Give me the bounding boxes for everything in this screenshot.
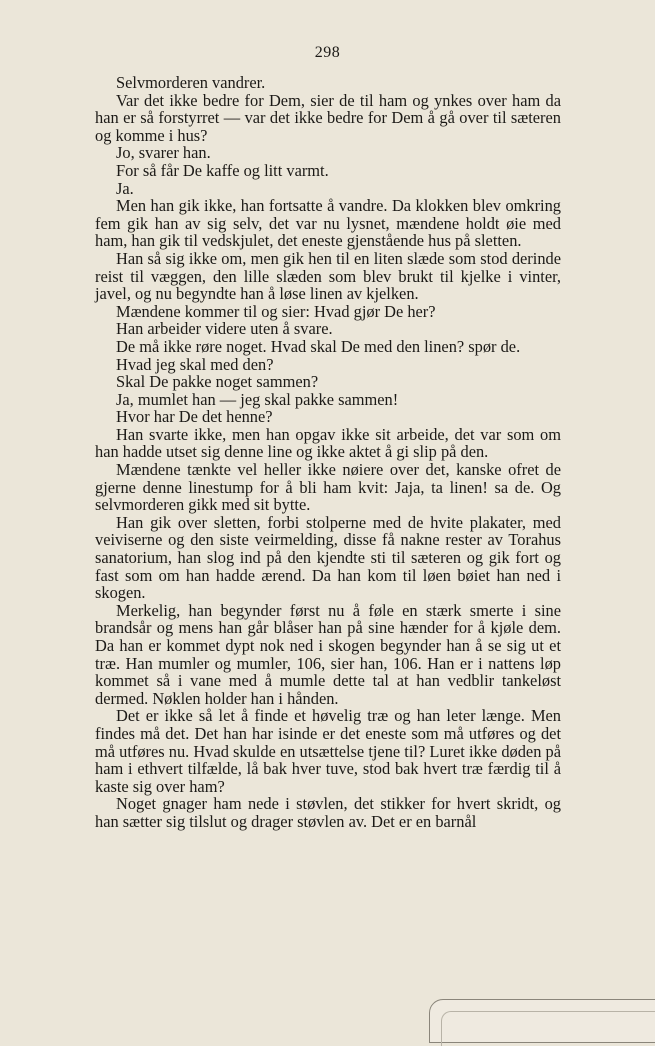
paragraph: Mændene tænkte vel heller ikke nøiere over det, kanske ofret de gjerne denne linestump for å bli ham kvit: Jaja, ta linen! sa de. Og selvmorderen gikk med sit bytte. (95, 460, 561, 515)
paragraph: Jo, svarer han. (116, 143, 211, 163)
paragraph: Han svarte ikke, men han opgav ikke sit arbeide, det var som om han hadde utset sig denne line og ikke aktet å gi slip på den. (95, 424, 561, 462)
paragraph: Ja, mumlet han — jeg skal pakke sammen! (116, 389, 399, 409)
paragraph: Merkelig, han begynder først nu å føle en stærk smerte i sine brandsår og mens han går blåser han på sine hænder for å kjøle dem. Da han er kommet dypt nok ned i skogen begynder han å se sig ut et træ. Han mumler og mumler, 106, sier han, 106. Han er i nattens løp kommet så i vane med å mumle dette tal at han vedblir tankeløst dermed. Nøklen holder han i hånden. (95, 600, 561, 708)
page-corner-tab (429, 999, 655, 1043)
paragraph: Han arbeider videre uten å svare. (116, 319, 333, 339)
paragraph: Men han gik ikke, han fortsatte å vandre. Da klokken blev omkring fem gik han av sig selv, det var nu lysnet, mændene holdt øie med ham, han gik til vedskjulet, det eneste gjenstående hus på sletten. (95, 196, 561, 251)
paragraph: Hvor har De det henne? (116, 407, 273, 427)
paragraph: Han så sig ikke om, men gik hen til en liten slæde som stod derinde reist til væggen, den lille slæden som blev brukt til kjelke i vinter, javel, og nu begyndte han å løse linen av kjelken. (95, 248, 561, 304)
paragraph: De må ikke røre noget. Hvad skal De med den linen? spør de. (116, 336, 521, 356)
body-text (95, 74, 561, 831)
paragraph: Han gik over sletten, forbi stolperne med de hvite plakater, med veiviserne og den siste veirmelding, disse få nakne rester av Torahus sanatorium, han slog ind på den kjendte sti til sæteren og gik fort og fast som om han hadde ærend. Da han kom til løen bøiet han ned i skogen. (95, 512, 561, 603)
paragraph: Hvad jeg skal med den? (116, 354, 274, 374)
paragraph: Mændene kommer til og sier: Hvad gjør De her? (116, 301, 436, 321)
paragraph: Ja. (116, 178, 134, 198)
paragraph: Skal De pakke noget sammen? (116, 372, 319, 392)
paragraph: Det er ikke så let å finde et høvelig træ og han leter længe. Men findes må det. Det han har isinde er det eneste som må utføres og det må utføres nu. Hvad skulde en utsættelse tjene til? Luret ikke døden på ham i ethvert tilfælde, lå bak hver tuve, stod bak hvert træ færdig til å kaste sig over ham? (95, 706, 561, 796)
paragraph: For så får De kaffe og litt varmt. (116, 160, 329, 180)
paragraph: Noget gnager ham nede i støvlen, det stikker for hvert skridt, og han sætter sig tilslut og drager støvlen av. Det er en barnål (95, 794, 561, 831)
paragraph: Selvmorderen vandrer. (116, 73, 266, 92)
page-corner-tab-inner (441, 1011, 655, 1046)
paragraph: Var det ikke bedre for Dem, sier de til ham og ynkes over ham da han er så forstyrret — var det ikke bedre for Dem å gå over til sæteren og komme i hus? (95, 90, 561, 145)
page-number: 298 (314, 44, 341, 61)
